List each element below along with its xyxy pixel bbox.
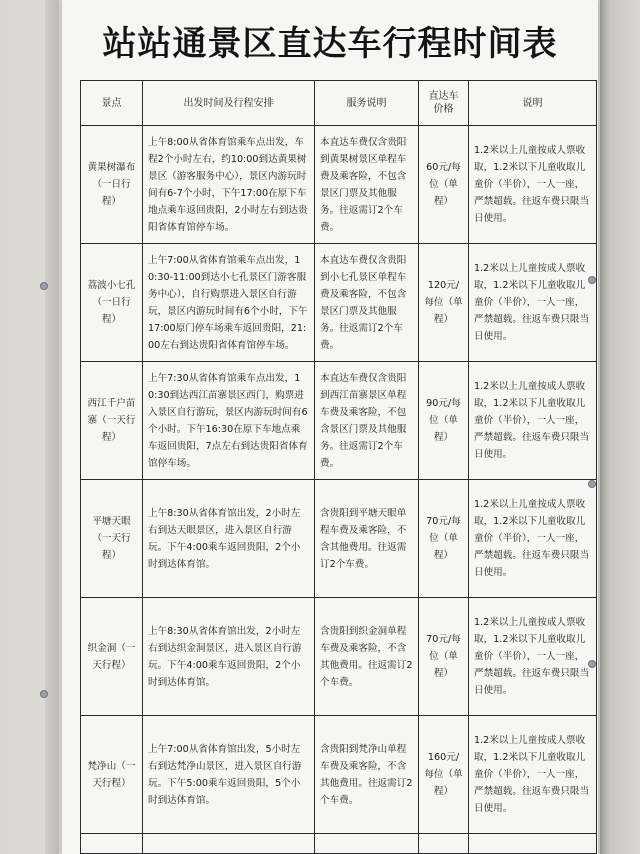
service-text: 含贵阳到织金洞单程车费及乘客险，不含其他费用。往返需订2个车费。 <box>320 625 413 688</box>
price-cell <box>419 480 469 598</box>
table-header-row <box>81 81 597 126</box>
spot-name: 梵净山（一天行程） <box>87 760 136 789</box>
wall-left <box>45 0 59 854</box>
empty-cell <box>315 834 419 854</box>
service-text: 含贵阳到平塘天眼单程车费及乘客险，不含其他费用。往返需订2个车费。 <box>320 507 407 570</box>
notes-cell <box>469 716 597 834</box>
table-row <box>81 126 597 244</box>
service-cell <box>315 598 419 716</box>
notes-cell <box>469 126 597 244</box>
service-cell <box>315 362 419 480</box>
itinerary-text: 上午8:30从省体育馆出发，2小时左右到达天眼景区，进入景区自行游玩。下午4:00乘车返回贵阳，2个小时到达体育馆。 <box>148 507 301 570</box>
spot-cell <box>81 362 143 480</box>
price-cell <box>419 716 469 834</box>
notes-cell <box>469 244 597 362</box>
notes-text: 1.2米以上儿童按成人票收取，1.2米以下儿童收取儿童价（半价），一人一座，严禁超载。往返车费只限当日使用。 <box>474 735 590 814</box>
header-service: 服务说明 <box>315 81 419 126</box>
schedule-table <box>80 80 597 854</box>
notes-text: 1.2米以上儿童按成人票收取，1.2米以下儿童收取儿童价（半价），一人一座，严禁超载。往返车费只限当日使用。 <box>474 145 590 224</box>
itinerary-text: 上午7:00从省体育馆乘车点出发，10:30-11:00到达小七孔景区门游客服务中心），自行购票进入景区自行游玩，景区内游玩时间有6个小时，下午17:00原门停车场乘车返回贵阳，21:00左右到达贵阳省体育馆停车场。 <box>148 254 308 351</box>
price-text: 120元/每位（单程） <box>424 280 463 325</box>
itinerary-cell <box>143 716 315 834</box>
spot-name: 黄果树瀑布（一日行程） <box>87 162 136 207</box>
table-row <box>81 598 597 716</box>
itinerary-text: 上午8:30从省体育馆出发，2小时左右到达织金洞景区，进入景区自行游玩。下午4:00乘车返回贵阳，2个小时到达体育馆。 <box>148 625 302 688</box>
spot-cell <box>81 126 143 244</box>
service-cell <box>315 480 419 598</box>
service-cell <box>315 126 419 244</box>
price-cell <box>419 362 469 480</box>
itinerary-text: 上午7:00从省体育馆出发，5小时左右到达梵净山景区，进入景区自行游玩。下午5:00乘车返回贵阳，5个小时到达体育馆。 <box>148 743 302 806</box>
empty-cell <box>81 834 143 854</box>
header-price: 直达车 价格 <box>419 81 469 126</box>
itinerary-cell <box>143 598 315 716</box>
spot-name: 西江千户苗寨（一天行程） <box>87 398 136 443</box>
notes-text: 1.2米以上儿童按成人票收取，1.2米以下儿童收取儿童价（半价），一人一座，严禁超载。往返车费只限当日使用。 <box>474 381 590 460</box>
price-text: 70元/每位（单程） <box>426 516 461 561</box>
itinerary-cell <box>143 244 315 362</box>
price-cell <box>419 244 469 362</box>
notes-cell <box>469 362 597 480</box>
price-text: 60元/每位（单程） <box>426 162 461 207</box>
price-cell <box>419 598 469 716</box>
service-text: 本直达车费仅含贵阳到小七孔景区单程车费及乘客险，不包含景区门票及其他服务。往返需订2个车费。 <box>320 254 407 351</box>
pin-icon <box>40 690 48 698</box>
spot-name: 织金洞（一天行程） <box>87 642 136 671</box>
page-title: 站站通景区直达车行程时间表 <box>102 24 558 64</box>
wall-right <box>600 0 640 854</box>
service-cell <box>315 244 419 362</box>
spot-cell <box>81 480 143 598</box>
itinerary-cell <box>143 126 315 244</box>
price-cell <box>419 126 469 244</box>
price-text: 90元/每位（单程） <box>426 398 461 443</box>
service-cell <box>315 716 419 834</box>
spot-name: 平塘天眼（一天行程） <box>92 516 131 561</box>
table-row-partial <box>81 834 597 854</box>
price-text: 70元/每位（单程） <box>426 634 461 679</box>
empty-cell <box>143 834 315 854</box>
spot-cell <box>81 716 143 834</box>
schedule-poster <box>62 0 598 854</box>
spot-name: 荔波小七孔（一日行程） <box>87 280 136 325</box>
header-notes: 说明 <box>469 81 597 126</box>
itinerary-text: 上午7:30从省体育馆乘车点出发，10:30到达西江苗寨景区西门，购票进入景区自行游玩，景区内游玩时间有6个小时。下午16:30在原下车地点乘车返回贵阳，7点左右到达贵阳省体育馆停车场。 <box>148 372 308 469</box>
service-text: 本直达车费仅含贵阳到西江苗寨景区单程车费及乘客险，不包含景区门票及其他服务。往返需订2个车费。 <box>320 372 407 469</box>
pin-icon <box>40 282 48 290</box>
price-text: 160元/每位（单程） <box>424 752 463 797</box>
itinerary-cell <box>143 362 315 480</box>
table-row <box>81 244 597 362</box>
service-text: 本直达车费仅含贵阳到黄果树景区单程车费及乘客险，不包含景区门票及其他服务。往返需订2个车费。 <box>320 136 407 233</box>
notes-text: 1.2米以上儿童按成人票收取，1.2米以下儿童收取儿童价（半价），一人一座，严禁超载。往返车费只限当日使用。 <box>474 263 590 342</box>
table-row <box>81 716 597 834</box>
notes-text: 1.2米以上儿童按成人票收取，1.2米以下儿童收取儿童价（半价），一人一座，严禁超载。往返车费只限当日使用。 <box>474 499 590 578</box>
notes-cell <box>469 480 597 598</box>
table-row <box>81 480 597 598</box>
spot-cell <box>81 598 143 716</box>
table-row <box>81 362 597 480</box>
spot-cell <box>81 244 143 362</box>
itinerary-cell <box>143 480 315 598</box>
header-spot: 景点 <box>81 81 143 126</box>
empty-cell <box>419 834 469 854</box>
header-itinerary: 出发时间及行程安排 <box>143 81 315 126</box>
notes-cell <box>469 598 597 716</box>
itinerary-text: 上午8:00从省体育馆乘车点出发，车程2个小时左右，约10:00到达黄果树景区（游客服务中心），景区内游玩时间有6-7个小时，下午17:00在原下车地点乘车返回贵阳，2小时左右到达贵阳省体育馆停车场。 <box>148 136 308 233</box>
notes-text: 1.2米以上儿童按成人票收取，1.2米以下儿童收取儿童价（半价），一人一座，严禁超载。往返车费只限当日使用。 <box>474 617 590 696</box>
service-text: 含贵阳到梵净山单程车费及乘客险，不含其他费用。往返需订2个车费。 <box>320 743 413 806</box>
empty-cell <box>469 834 597 854</box>
